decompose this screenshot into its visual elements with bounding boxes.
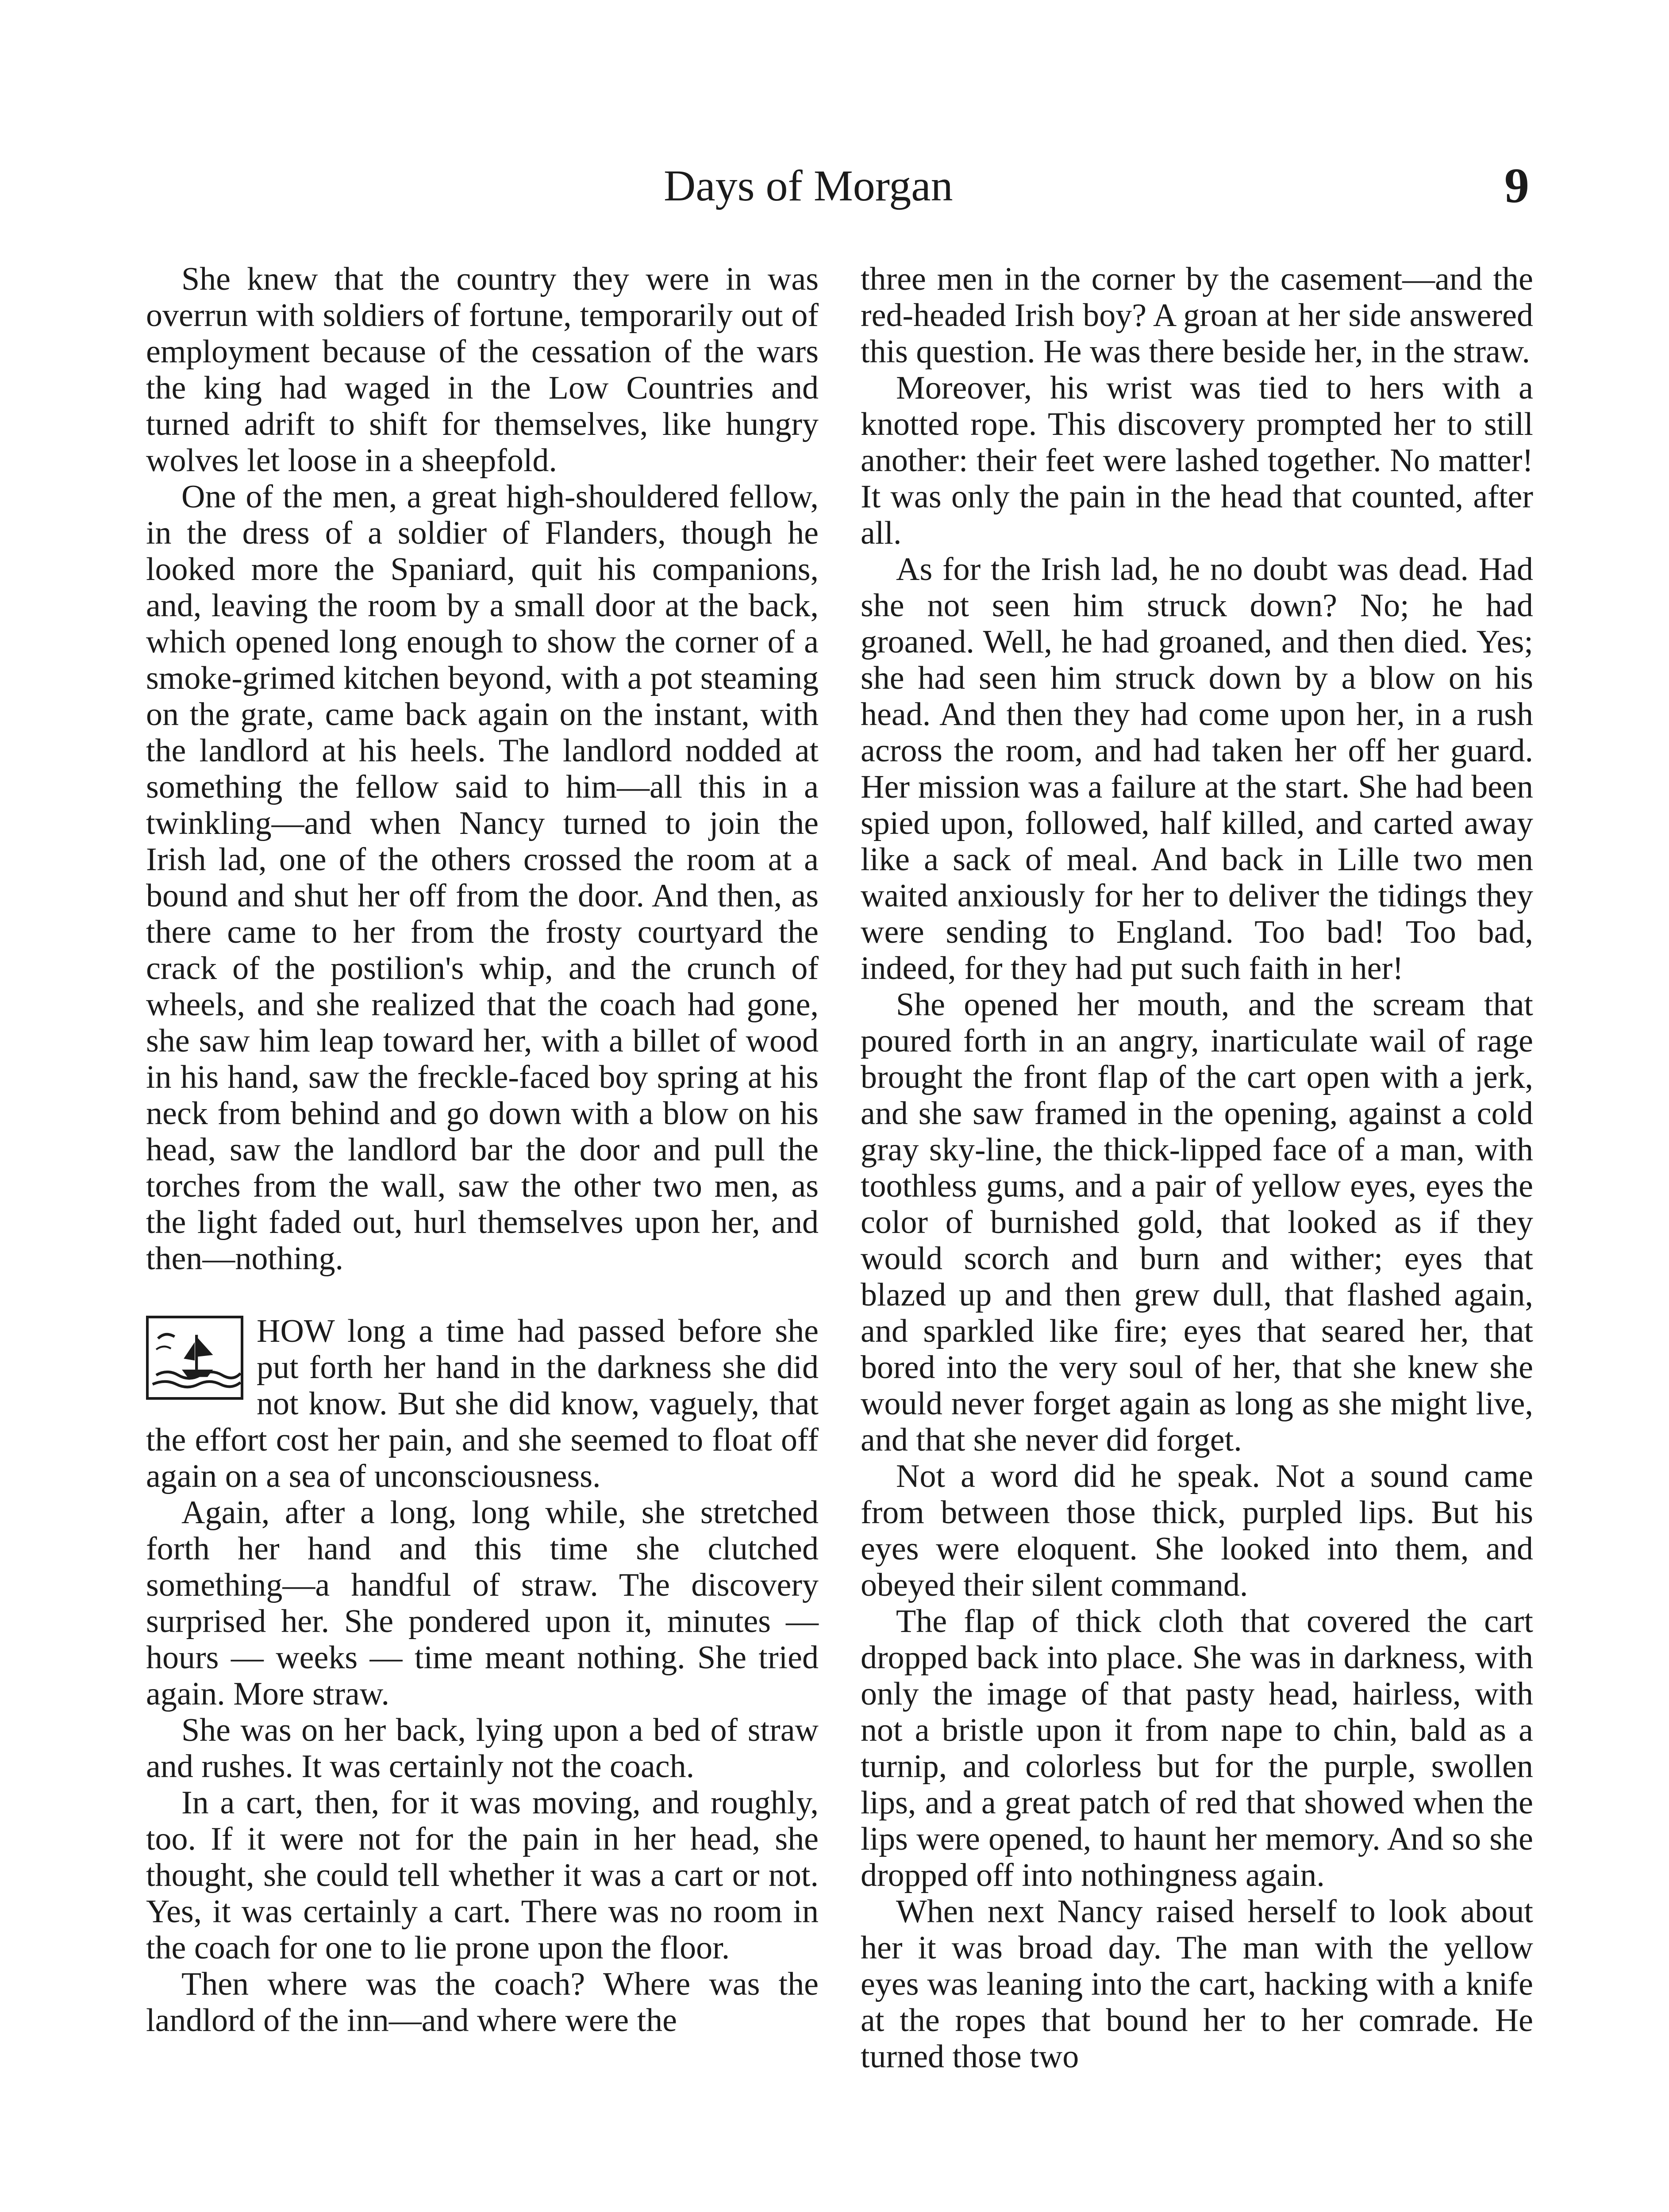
paragraph: Again, after a long, long while, she stretched forth her hand and this time she clutched something—a handful of straw. The discovery surprised her. She pondered upon it, minutes — hours — weeks — time meant nothing. She tried again. More straw. xyxy=(146,1494,819,1712)
paragraph: She was on her back, lying upon a bed of straw and rushes. It was certainly not the coach. xyxy=(146,1712,819,1785)
paragraph: She knew that the country they were in was overrun with soldiers of fortune, temporarily out of employment because of the cessation of the wars the king had waged in the Low Countries and turned adrift to shift for themselves, like hungry wolves let loose in a sheepfold. xyxy=(146,261,819,479)
section-break xyxy=(146,1277,819,1313)
right-text-column xyxy=(861,261,1533,2075)
ship-ornament-icon xyxy=(146,1316,243,1400)
paragraph: One of the men, a great high-shouldered fellow, in the dress of a soldier of Flanders, though he looked more the Spaniard, quit his companions, and, leaving the room by a small door at the back, which opened long enough to show the corner of a smoke-grimed kitchen beyond, with a pot steaming on the grate, came back again on the instant, with the landlord at his heels. The landlord nodded at something the fellow said to him—all this in a twinkling—and when Nancy turned to join the Irish lad, one of the others crossed the room at a bound and shut her off from the door. And then, as there came to her from the frosty courtyard the crack of the postilion's whip, and the crunch of wheels, and she realized that the coach had gone, she saw him leap toward her, with a billet of wood in his hand, saw the freckle-faced boy spring at his neck from behind and go down with a blow on his head, saw the landlord bar the door and pull the torches from the wall, saw the other two men, as the light faded out, hurl themselves upon her, and then—nothing. xyxy=(146,479,819,1277)
left-text-column xyxy=(146,261,819,2039)
paragraph: Moreover, his wrist was tied to hers with a knotted rope. This discovery prompted her to still another: their feet were lashed together. No matter! It was only the pain in the head that counted, after all. xyxy=(861,370,1533,551)
paragraph: The flap of thick cloth that covered the cart dropped back into place. She was in darkness, with only the image of that pasty head, hairless, with not a bristle upon it from nape to chin, bald as a turnip, and colorless but for the purple, swollen lips, and a great patch of red that showed when the lips were opened, to haunt her memory. And so she dropped off into nothingness again. xyxy=(861,1603,1533,1893)
paragraph: HOW long a time had passed before she put forth her hand in the darkness she did not know. But she did know, vaguely, that the effort cost her pain, and she seemed to float off again on a sea of unconsciousness. xyxy=(146,1313,819,1494)
paragraph: Not a word did he speak. Not a sound came from between those thick, purpled lips. But his eyes were eloquent. She looked into them, and obeyed their silent command. xyxy=(861,1458,1533,1603)
page-number: 9 xyxy=(1504,158,1529,213)
paragraph: When next Nancy raised herself to look about her it was broad day. The man with the yellow eyes was leaning into the cart, hacking with a knife at the ropes that bound her to her comrade. He turned those two xyxy=(861,1893,1533,2075)
page-header-title: Days of Morgan xyxy=(664,161,953,210)
paragraph: Then where was the coach? Where was the landlord of the inn—and where were the xyxy=(146,1966,819,2039)
paragraph: In a cart, then, for it was moving, and roughly, too. If it were not for the pain in her head, she thought, she could tell whether it was a cart or not. Yes, it was certainly a cart. There was no room in the coach for one to lie prone upon the floor. xyxy=(146,1785,819,1966)
paragraph: three men in the corner by the casement—and the red-headed Irish boy? A groan at her side answered this question. He was there beside her, in the straw. xyxy=(861,261,1533,370)
paragraph: As for the Irish lad, he no doubt was dead. Had she not seen him struck down? No; he had groaned. Well, he had groaned, and then died. Yes; she had seen him struck down by a blow on his head. And then they had come upon her, in a rush across the room, and had taken her off her guard. Her mission was a failure at the start. She had been spied upon, followed, half killed, and carted away like a sack of meal. And back in Lille two men waited anxiously for her to deliver the tidings they were sending to England. Too bad! Too bad, indeed, for they had put such faith in her! xyxy=(861,551,1533,987)
paragraph: She opened her mouth, and the scream that poured forth in an angry, inarticulate wail of rage brought the front flap of the cart open with a jerk, and she saw framed in the opening, against a cold gray sky-line, the thick-lipped face of a man, with toothless gums, and a pair of yellow eyes, eyes the color of burnished gold, that looked as if they would scorch and burn and wither; eyes that blazed up and then grew dull, that flashed again, and sparkled like fire; eyes that seared her, that bored into the very soul of her, that she knew she would never forget again as long as she might live, and that she never did forget. xyxy=(861,987,1533,1458)
